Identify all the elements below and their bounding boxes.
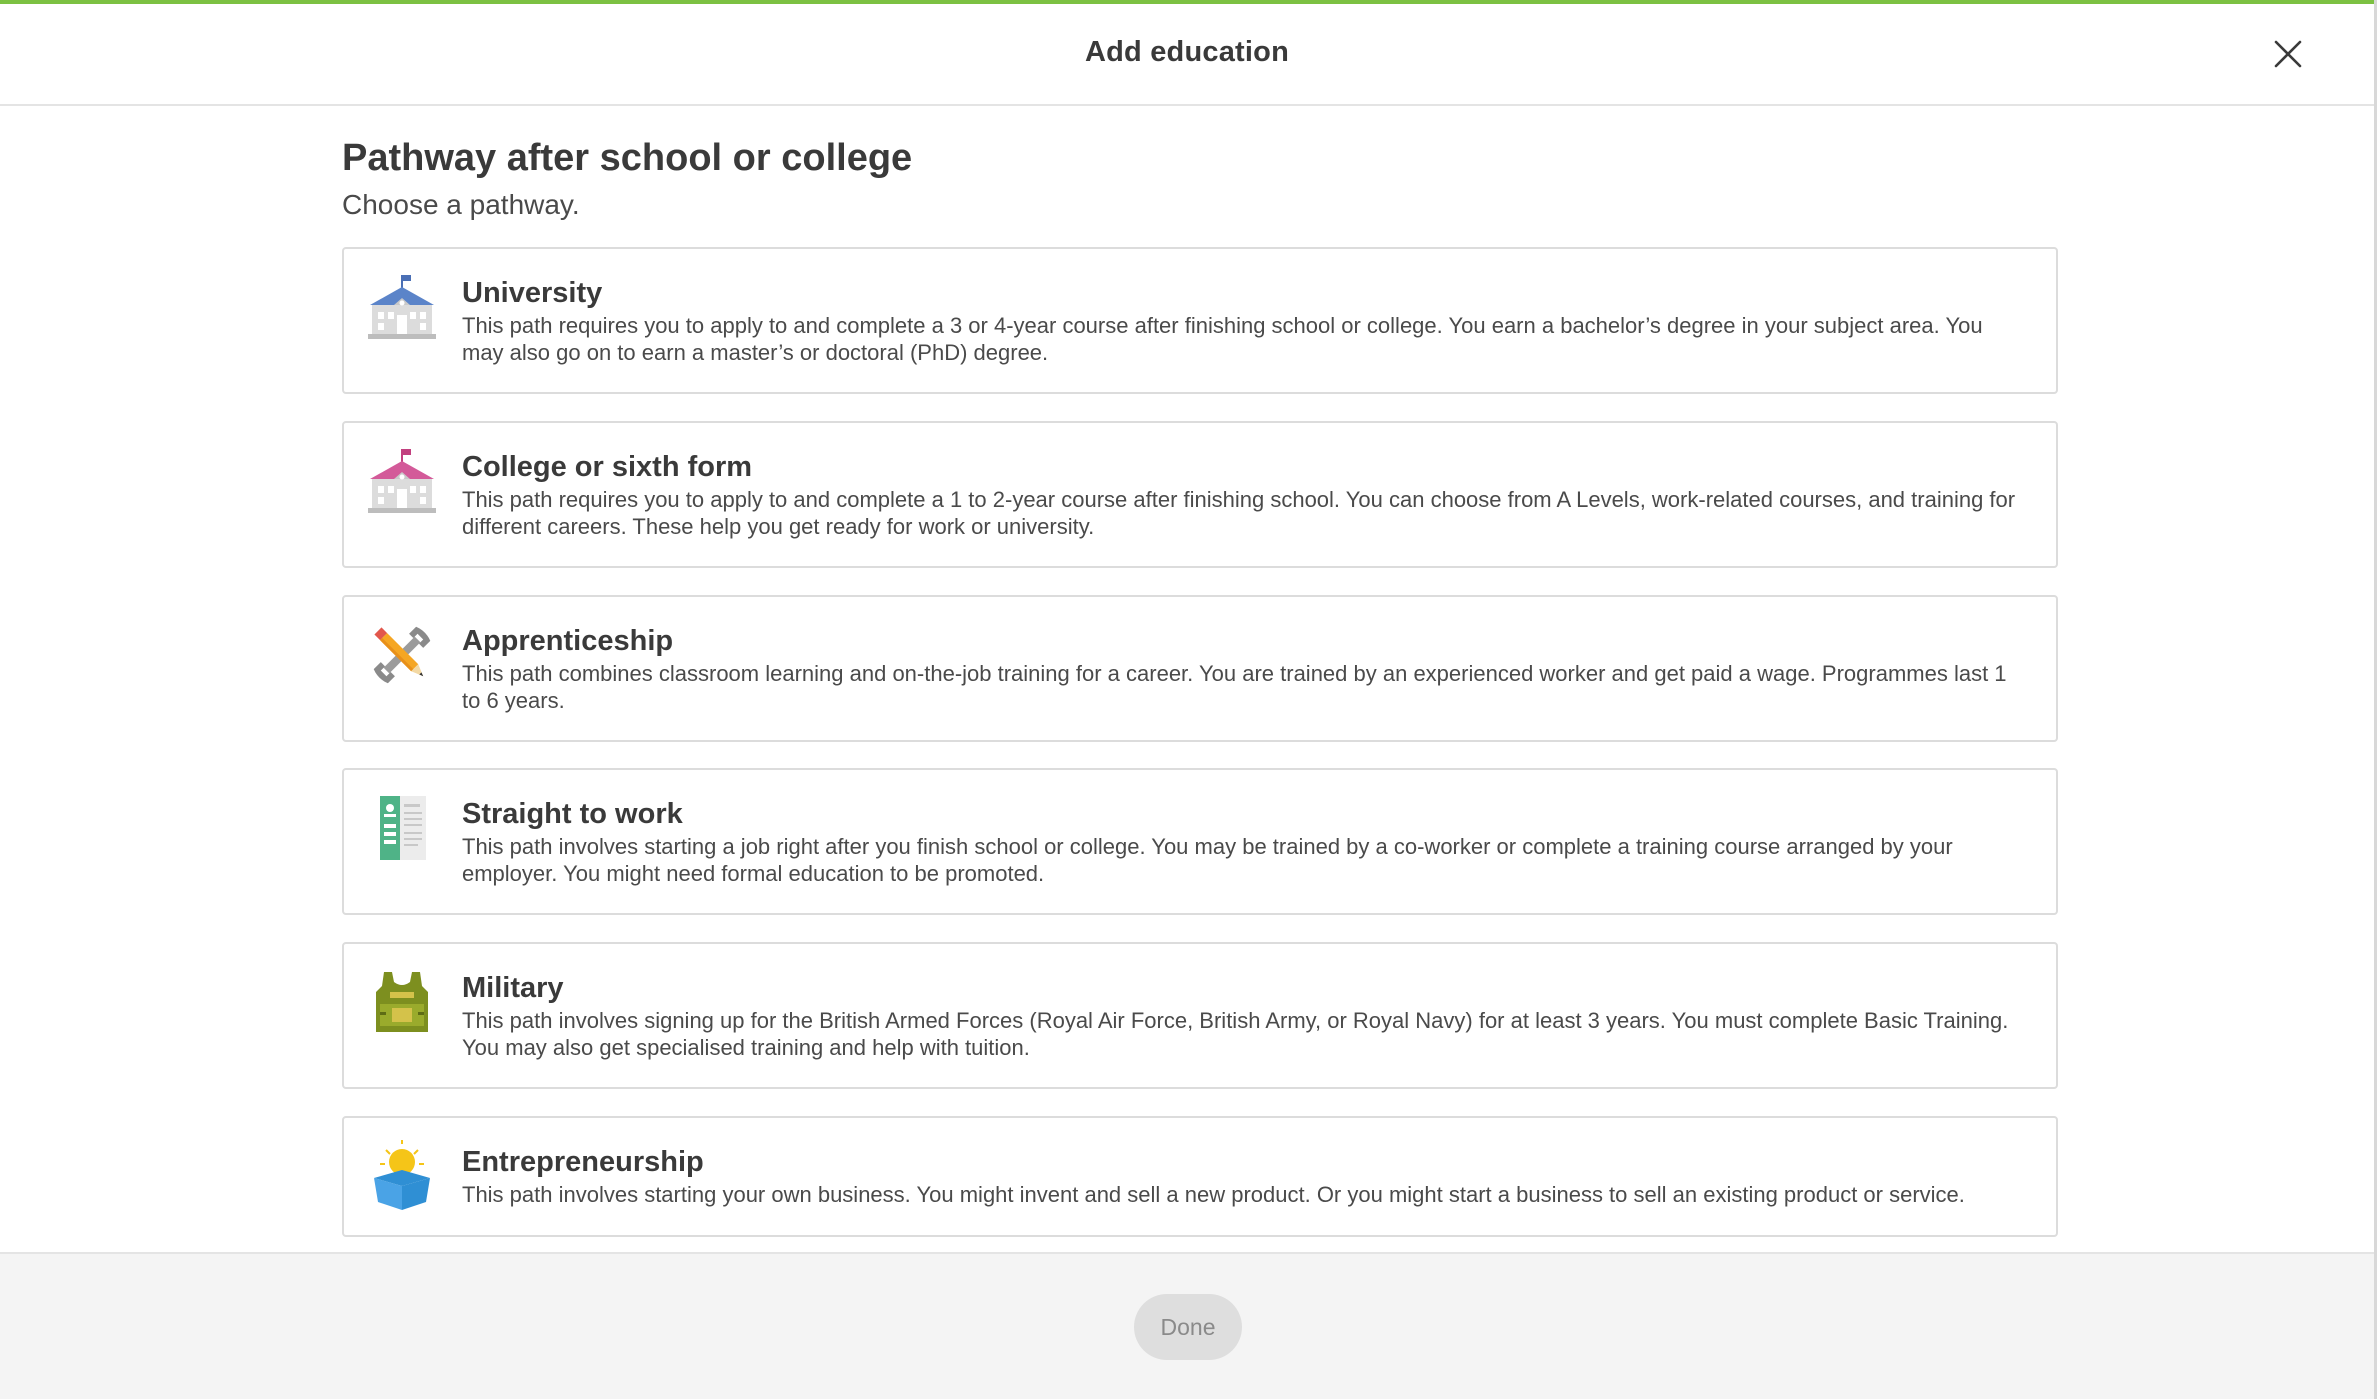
pathway-option-description: This path involves starting a job right after you finish school or college. You may be trained by a co-worker or complete a training course arranged by your employer. You might need formal education to be promoted. <box>462 834 1953 886</box>
pathway-option-description: This path requires you to apply to and complete a 1 to 2-year course after finishing school. You can choose from A Levels, work-related courses, and training for different careers. These help you get ready for work or university. <box>462 487 2016 539</box>
pathway-option-title: Military <box>462 972 564 1004</box>
pathway-option-description: This path requires you to apply to and complete a 3 or 4-year course after finishing school or college. You earn a bachelor’s degree in your subject area. You may also go on to earn a master’s or doctoral (PhD) degree. <box>462 313 1983 365</box>
pathway-option-description: This path combines classroom learning and on-the-job training for a career. You are trained by an experienced worker and get paid a wage. Programmes last 1 to 6 years. <box>462 661 2007 713</box>
pathway-option-description: This path involves starting your own business. You might invent and sell a new product. Or you might start a business to sell an existing product or service. <box>462 1182 1965 1207</box>
close-icon <box>2268 34 2308 74</box>
dialog-header <box>0 4 2374 106</box>
wrench-pencil-icon <box>366 619 438 691</box>
pathway-option-apprenticeship[interactable] <box>342 595 2058 742</box>
dialog-footer <box>0 1252 2374 1399</box>
section-subtitle: Choose a pathway. <box>342 189 580 220</box>
pathway-option-title: University <box>462 277 603 309</box>
pathway-option-title: Apprenticeship <box>462 625 674 657</box>
pathway-option-college[interactable] <box>342 421 2058 568</box>
pathway-option-entrepreneurship[interactable] <box>342 1116 2058 1237</box>
pathway-option-university[interactable] <box>342 247 2058 394</box>
university-building-icon <box>366 271 438 343</box>
close-button[interactable] <box>2268 34 2308 74</box>
college-building-icon <box>366 445 438 517</box>
pathway-option-straight-to-work[interactable] <box>342 768 2058 915</box>
resume-document-icon <box>366 792 438 864</box>
pathway-option-military[interactable] <box>342 942 2058 1089</box>
pathway-option-description: This path involves signing up for the British Armed Forces (Royal Air Force, British Army, or Royal Navy) for at least 3 years. You must complete Basic Training. You may also get specialised training and help with tuition. <box>462 1008 2009 1060</box>
pathway-option-title: Straight to work <box>462 798 683 830</box>
done-button[interactable]: Done <box>1134 1294 1242 1360</box>
military-vest-icon <box>366 966 438 1038</box>
pathway-option-title: Entrepreneurship <box>462 1146 704 1178</box>
section-title: Pathway after school or college <box>342 137 913 179</box>
pathway-section <box>342 106 2058 1207</box>
pathway-option-title: College or sixth form <box>462 451 753 483</box>
dialog-title: Add education <box>1085 36 1289 68</box>
lightbulb-box-icon <box>366 1140 438 1212</box>
